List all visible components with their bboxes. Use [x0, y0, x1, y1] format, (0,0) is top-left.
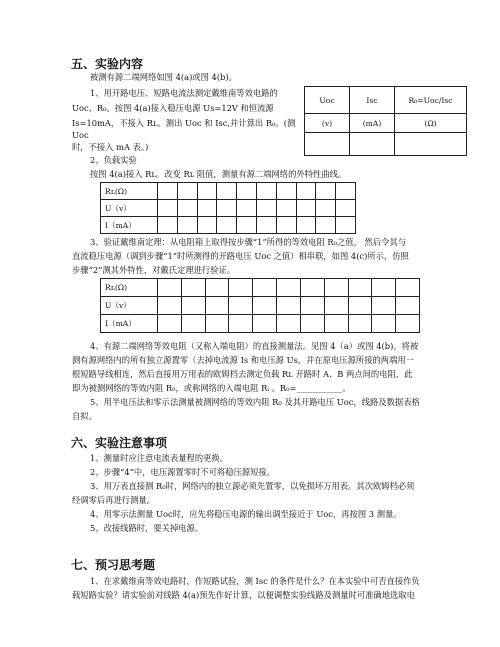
table-cell[interactable] — [229, 297, 253, 315]
table-cell[interactable] — [277, 297, 301, 315]
table-cell[interactable] — [324, 297, 348, 315]
table-cell[interactable] — [253, 315, 277, 333]
row-label: Rʟ(Ω) — [101, 183, 158, 200]
table-cell[interactable] — [396, 297, 420, 315]
step1-line: Is=10mA，不接入 Rʟ。测出 Uᴏᴄ 和 Isc,并计算出 R₀。(测 — [72, 118, 296, 128]
table-cell[interactable] — [229, 279, 253, 297]
table-cell[interactable] — [253, 279, 277, 297]
table-unit: (Ω) — [395, 114, 467, 133]
table-cell[interactable] — [276, 183, 296, 200]
section-5-title: 五、实验内容 — [71, 57, 144, 71]
table-cell[interactable] — [316, 183, 336, 200]
table-cell[interactable] — [205, 315, 229, 333]
result-table-1 — [304, 86, 467, 156]
table-cell[interactable] — [324, 279, 348, 297]
table-cell[interactable] — [158, 183, 178, 200]
note-item: 4、用零示法测量 Uᴏᴄ时，应先将稳压电源的输出调至接近于 Uᴏᴄ，再按图 3 测量。 — [90, 509, 402, 519]
table-cell[interactable] — [181, 297, 205, 315]
table-cell[interactable] — [350, 133, 395, 156]
table-header: R₀=Uoc/Isc — [395, 87, 467, 114]
table-cell[interactable] — [229, 315, 253, 333]
table-cell[interactable] — [324, 315, 348, 333]
table-cell[interactable] — [256, 217, 276, 234]
table-cell[interactable] — [277, 315, 301, 333]
table-cell[interactable] — [205, 279, 229, 297]
question-line: 载短路实验？请实验前对线路 4(a)预先作好计算，以便调整实验线路及测量时可准确地选取电 — [72, 590, 415, 600]
table-cell[interactable] — [372, 297, 396, 315]
step4-line: 测有源网络内的所有独立源置零（去掉电流源 Is 和电压源 Us，并在原电压源所接的两端用一 — [72, 355, 414, 365]
table-cell[interactable] — [296, 200, 316, 217]
table-cell[interactable] — [348, 315, 372, 333]
table-cell[interactable] — [217, 217, 237, 234]
table-cell[interactable] — [276, 200, 296, 217]
table-cell[interactable] — [158, 297, 182, 315]
note-item: 2、步骤“4”中，电压源置零时不可将稳压源短接。 — [90, 467, 275, 477]
table-header: Uoc — [305, 87, 350, 114]
row-label: I（mA） — [101, 217, 158, 234]
table-cell[interactable] — [253, 297, 277, 315]
step3-line: 步骤“2”测其外特性，对戴氏定理进行验证。 — [72, 265, 236, 275]
table-cell[interactable] — [256, 200, 276, 217]
step3-line: 3、验证戴维南定理：从电阻箱上取得按步骤“1”所得的等效电阻 R₀之值， 然后令其与 — [90, 237, 406, 247]
table-cell[interactable] — [181, 315, 205, 333]
table-cell[interactable] — [300, 279, 324, 297]
step1-line: 1、用开路电压、短路电流法测定戴维南等效电路的 — [90, 88, 278, 98]
table-cell[interactable] — [205, 297, 229, 315]
table-cell[interactable] — [300, 315, 324, 333]
table-cell[interactable] — [177, 183, 197, 200]
table-cell[interactable] — [181, 279, 205, 297]
table-cell[interactable] — [158, 200, 178, 217]
table-cell[interactable] — [296, 217, 316, 234]
table-cell[interactable] — [276, 217, 296, 234]
note-item: 5、改接线路时，要关掉电源。 — [90, 523, 204, 533]
table-cell[interactable] — [372, 315, 396, 333]
step4-text: 即为被测网络的等效内阻 R₀，或称网络的入端电阻 Rᵢ 。R₀= — [72, 383, 297, 393]
step3-line: 直流稳压电源（调到步骤“1”时所测得的开路电压 Uoc 之值）相串联，如图 4(c)所示，仿照 — [72, 251, 409, 261]
table-cell[interactable] — [217, 200, 237, 217]
table-cell[interactable] — [237, 200, 257, 217]
table-cell[interactable] — [336, 183, 356, 200]
table-cell[interactable] — [296, 183, 316, 200]
table-cell[interactable] — [336, 217, 356, 234]
table-cell[interactable] — [237, 183, 257, 200]
table-cell[interactable] — [316, 200, 336, 217]
table-cell[interactable] — [348, 279, 372, 297]
table-cell[interactable] — [305, 133, 350, 156]
load-table — [100, 182, 356, 234]
table-unit: (mA) — [350, 114, 395, 133]
step4-line: 根短路导线相连，然后直接用万用表的欧姆档去测定负载 Rʟ 开路时 A、B 两点间的电阻，此 — [72, 369, 413, 379]
table-cell[interactable] — [300, 297, 324, 315]
table-cell[interactable] — [277, 279, 301, 297]
note-item: 经调零后再进行测量。 — [72, 495, 155, 505]
table-cell[interactable] — [197, 217, 217, 234]
row-label: Rʟ(Ω) — [101, 279, 158, 297]
row-label: U（v） — [101, 200, 158, 217]
question-line: 1、在求戴维南等效电路时，作短路试验，测 Isc 的条件是什么？在本实验中可否直接作负 — [90, 576, 420, 586]
table-cell[interactable] — [396, 279, 420, 297]
step5-line: 5、用半电压法和零示法测量被测网络的等效内阻 R₀ 及其开路电压 Uᴏᴄ，线路及数据表格 — [90, 397, 420, 407]
step1-line: Uoc、R₀。按图 4(a)接入稳压电源 Us=12V 和恒流源 — [72, 103, 274, 113]
note-item: 3、用万表直接测 R₀时，网络内的独立源必须先置零，以免损坏万用表。其次欧姆档必须 — [90, 481, 415, 491]
table-cell[interactable] — [177, 200, 197, 217]
table-header: Isc — [350, 87, 395, 114]
note-item: 1、测量时应注意电流表量程的更换。 — [90, 453, 229, 463]
step4-line: 4、有源二端网络等效电阻（又称入端电阻）的直接测量法。见图 4（a）或图 4(b)。将被 — [90, 341, 419, 351]
table-cell[interactable] — [237, 217, 257, 234]
step2-line: 按图 4(a)接入 Rʟ。改变 Rʟ 阻值，测量有源二端网络的外特性曲线。 — [90, 169, 347, 179]
table-cell[interactable] — [197, 200, 217, 217]
table-cell[interactable] — [395, 133, 467, 156]
step2-title: 2、负载实验 — [90, 155, 137, 165]
step4-end: 。 — [342, 383, 351, 393]
table-unit: (v) — [305, 114, 350, 133]
table-cell[interactable] — [348, 297, 372, 315]
table-cell[interactable] — [197, 183, 217, 200]
table-cell[interactable] — [158, 217, 178, 234]
section-6-title: 六、实验注意事项 — [71, 436, 168, 450]
step5-line: 自拟。 — [72, 411, 97, 421]
table-cell[interactable] — [217, 183, 237, 200]
table-cell[interactable] — [396, 315, 420, 333]
table-cell[interactable] — [158, 315, 182, 333]
table-cell[interactable] — [256, 183, 276, 200]
r0-blank[interactable]: ___________ — [296, 383, 343, 393]
step1-line: 时，不接入 mA 表。) — [72, 142, 149, 152]
step1-line: Uᴏᴄ — [72, 130, 89, 140]
table-cell[interactable] — [336, 200, 356, 217]
row-label: U（v） — [101, 297, 158, 315]
table-cell[interactable] — [372, 279, 396, 297]
intro-text: 被测有源二端网络如图 4(a)或图 4(b)。 — [90, 72, 237, 82]
verify-table — [100, 278, 420, 333]
section-7-title: 七、预习思考题 — [71, 558, 156, 572]
table-cell[interactable] — [316, 217, 336, 234]
step4-line — [72, 381, 350, 395]
row-label: I（mA） — [101, 315, 158, 333]
table-cell[interactable] — [158, 279, 182, 297]
table-cell[interactable] — [177, 217, 197, 234]
